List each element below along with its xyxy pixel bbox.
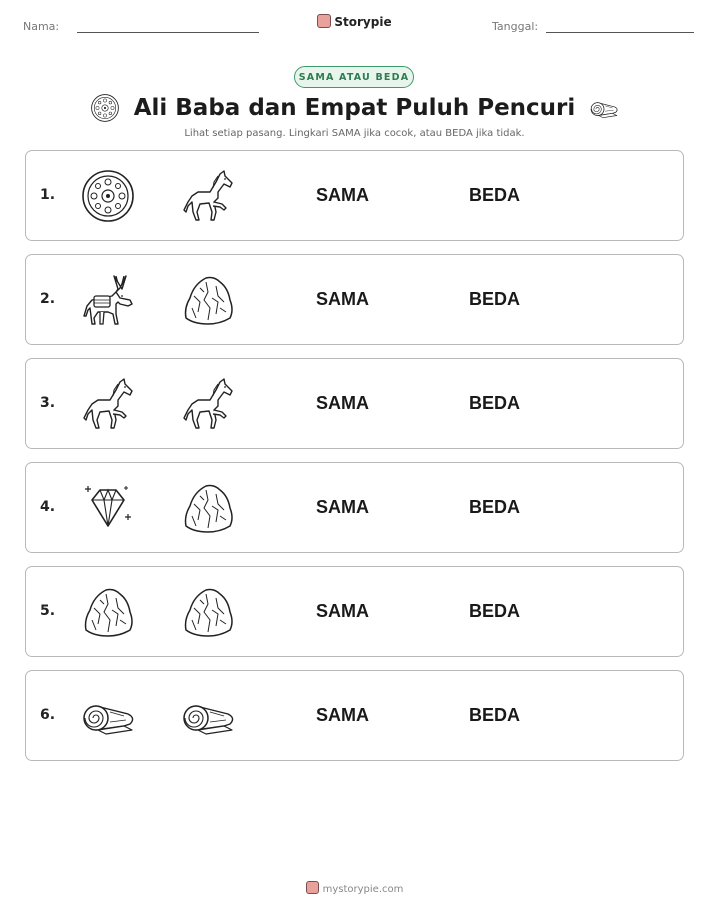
horse-icon — [80, 376, 136, 432]
option-different[interactable]: BEDA — [469, 289, 521, 309]
option-different[interactable]: BEDA — [469, 497, 521, 517]
exercise-row-3 — [25, 358, 684, 449]
option-same[interactable]: SAMA — [316, 601, 369, 621]
rock-icon — [180, 272, 236, 328]
exercise-row-4 — [25, 462, 684, 553]
title-row — [0, 92, 709, 124]
brand-name: Storypie — [334, 15, 392, 29]
date-input-line[interactable] — [546, 20, 694, 33]
date-label: Tanggal: — [492, 20, 539, 33]
exercise-row-1 — [25, 150, 684, 241]
carpet-roll-icon — [180, 688, 236, 744]
option-same[interactable]: SAMA — [316, 705, 369, 725]
row-number: 6. — [40, 707, 56, 723]
option-different[interactable]: BEDA — [469, 393, 521, 413]
rock-icon — [180, 480, 236, 536]
option-different[interactable]: BEDA — [469, 705, 521, 725]
footer-url[interactable]: mystorypie.com — [322, 884, 404, 895]
rock-icon — [180, 584, 236, 640]
storypie-mascot-icon — [306, 881, 319, 894]
option-different[interactable]: BEDA — [469, 185, 521, 205]
option-same[interactable]: SAMA — [316, 289, 369, 309]
diamond-icon — [80, 480, 136, 536]
footer — [0, 881, 709, 895]
row-number: 2. — [40, 291, 56, 307]
row-number: 5. — [40, 603, 56, 619]
rock-icon — [80, 584, 136, 640]
exercise-row-6 — [25, 670, 684, 761]
row-number: 4. — [40, 499, 56, 515]
name-label: Nama: — [23, 20, 60, 33]
activity-badge: SAMA ATAU BEDA — [294, 66, 414, 88]
horse-icon — [180, 168, 236, 224]
carpet-roll-icon — [80, 688, 136, 744]
instructions: Lihat setiap pasang. Lingkari SAMA jika cocok, atau BEDA jika tidak. — [184, 128, 525, 139]
option-same[interactable]: SAMA — [316, 393, 369, 413]
row-number: 1. — [40, 187, 56, 203]
date-field[interactable] — [492, 20, 694, 33]
horse-icon — [180, 376, 236, 432]
exercise-row-5 — [25, 566, 684, 657]
option-different[interactable]: BEDA — [469, 601, 521, 621]
row-number: 3. — [40, 395, 56, 411]
carpet-roll-icon — [589, 93, 619, 123]
storypie-mascot-icon — [317, 14, 331, 28]
donkey-icon — [80, 272, 136, 328]
exercise-row-2 — [25, 254, 684, 345]
option-same[interactable]: SAMA — [316, 497, 369, 517]
page-title: Ali Baba dan Empat Puluh Pencuri — [133, 95, 576, 121]
coin-icon — [80, 168, 136, 224]
option-same[interactable]: SAMA — [316, 185, 369, 205]
coin-icon — [90, 93, 120, 123]
